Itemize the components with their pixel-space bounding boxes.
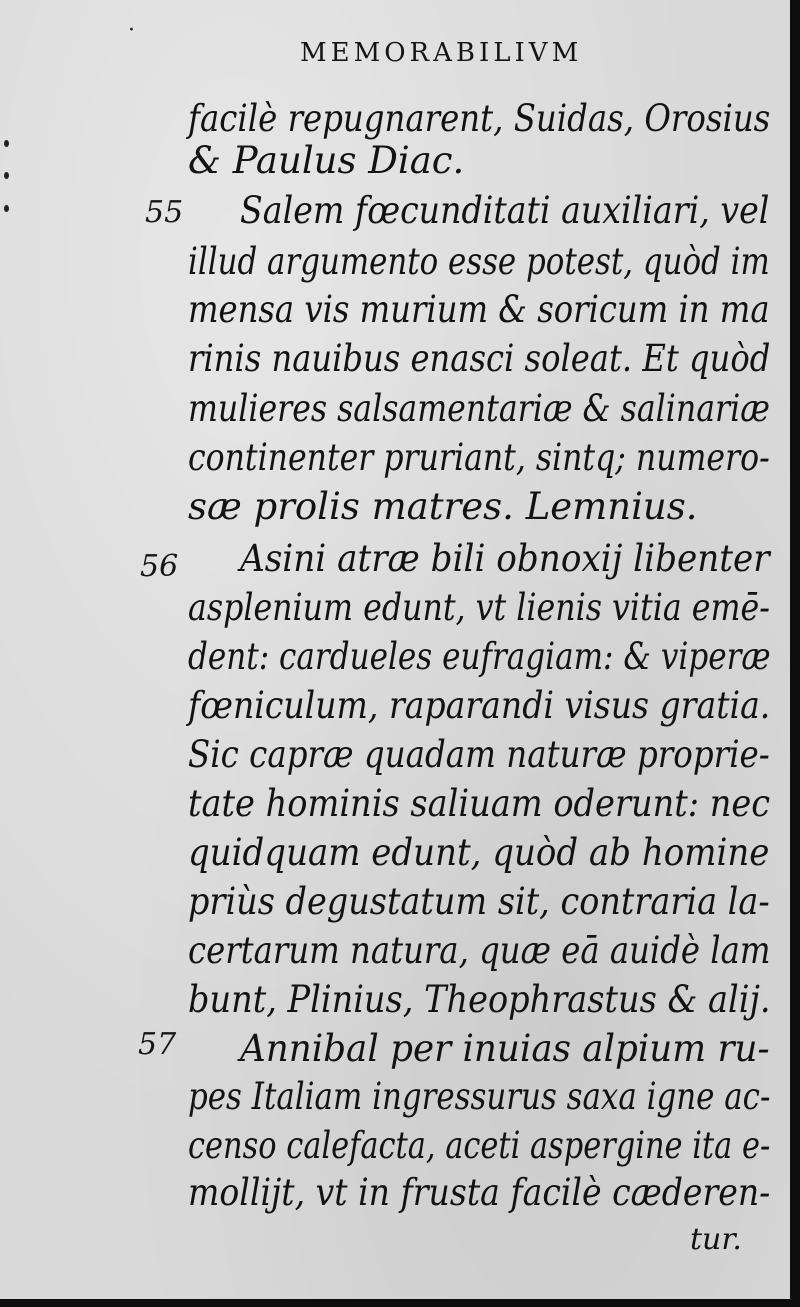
catchword: tur.: [690, 1222, 742, 1257]
binding-marks: [4, 0, 16, 1299]
binding-dot: [4, 172, 9, 179]
text-line: illud argumento esse potest, quòd im: [188, 240, 770, 283]
text-line: fœniculum, raparandi visus gratia.: [188, 684, 771, 727]
running-head: MEMORABILIVM: [300, 38, 583, 68]
text-line: bunt, Plinius, Theophrastus & alij.: [188, 978, 771, 1021]
text-line: asplenium edunt, vt lienis vitia emē-: [188, 586, 770, 629]
text-line: tate hominis saliuam oderunt: nec: [188, 782, 771, 825]
text-line: Annibal per inuias alpium ru-: [240, 1027, 770, 1070]
text-line: facilè repugnarent, Suidas, Orosius: [188, 97, 771, 140]
text-line: continenter pruriant, sintq; numero-: [188, 436, 770, 479]
entry-number: 57: [138, 1027, 177, 1062]
text-line: priùs degustatum sit, contraria la-: [188, 880, 770, 923]
corner-mark: ·: [128, 18, 135, 43]
text-line: Asini atræ bili obnoxij libenter: [240, 537, 770, 580]
text-line: Salem fœcunditati auxiliari, vel: [240, 189, 770, 232]
binding-dot: [4, 205, 9, 212]
text-line: mensa vis murium & soricum in ma: [188, 288, 770, 331]
entry-number: 55: [145, 195, 184, 230]
text-line: pes Italiam ingressurus saxa igne ac-: [188, 1075, 771, 1118]
page-bottom-shadow: [0, 1299, 800, 1307]
text-line: dent: cardueles eufragiam: & viperæ: [188, 635, 771, 678]
text-line: Sic capræ quadam naturæ proprie-: [188, 733, 770, 776]
text-line: & Paulus Diac.: [188, 139, 465, 182]
text-line: rinis nauibus enasci soleat. Et quòd: [188, 337, 771, 380]
text-line: mulieres salsamentariæ & salinariæ: [188, 387, 770, 430]
text-line: mollijt, vt in frusta facilè cæderen-: [188, 1171, 771, 1214]
text-line: censo calefacta, aceti aspergine ita e-: [188, 1124, 771, 1167]
entry-number: 56: [140, 549, 179, 584]
text-line: quidquam edunt, quòd ab homine: [188, 831, 770, 874]
text-line: certarum natura, quæ eā auidè lam: [188, 929, 771, 972]
binding-dot: [4, 140, 9, 147]
text-line: sæ prolis matres. Lemnius.: [188, 485, 698, 528]
page-edge-shadow: [790, 0, 800, 1307]
